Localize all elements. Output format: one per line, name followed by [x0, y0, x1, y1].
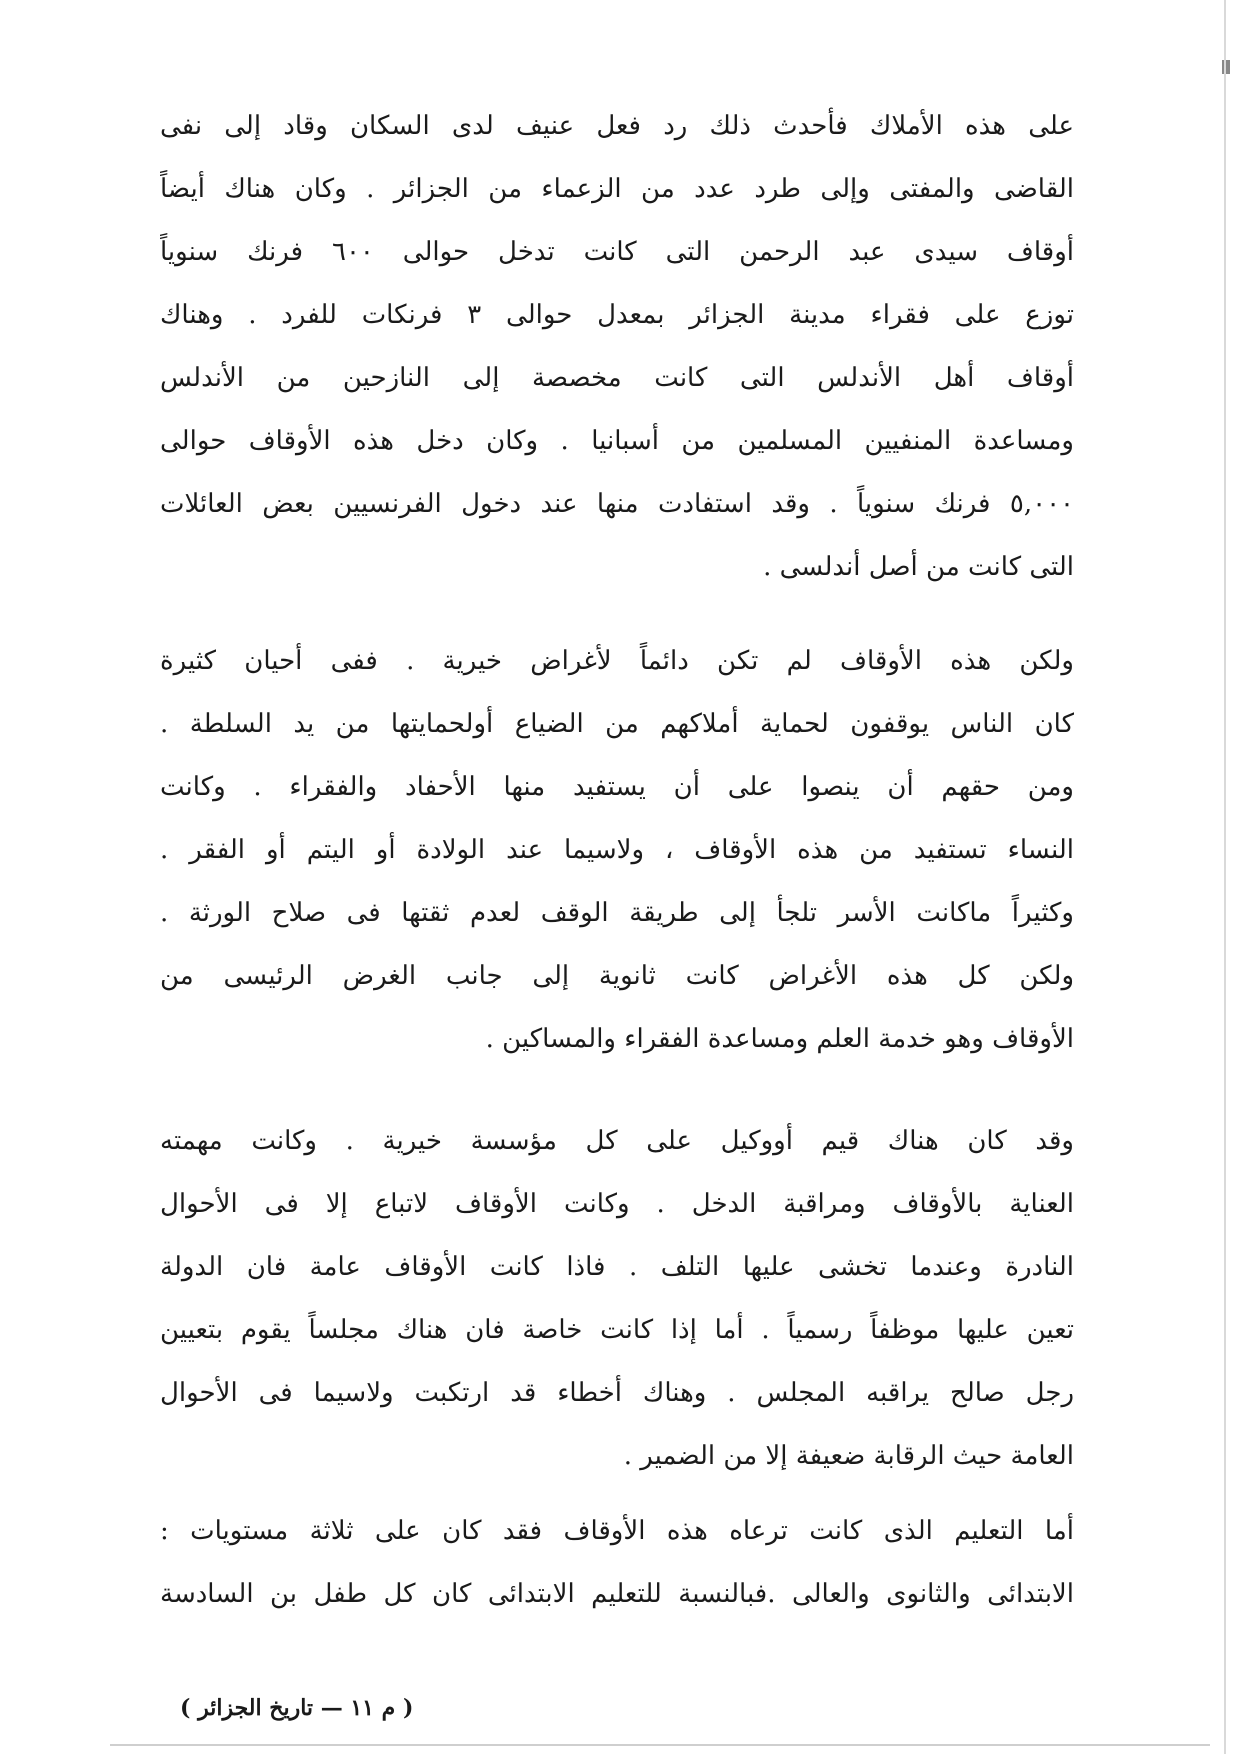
text-line: الأوقاف وهو خدمة العلم ومساعدة الفقراء والمساكين .	[485, 1024, 1074, 1054]
paragraph-1	[160, 95, 1074, 599]
text-line: أوقاف أهل الأندلس التى كانت مخصصة إلى النازحين من الأندلس	[160, 363, 1074, 393]
text-line: أوقاف سيدى عبد الرحمن التى كانت تدخل حوالى ٦٠٠ فرنك سنوياً	[160, 237, 1074, 267]
text-line: ٥,٠٠٠ فرنك سنوياً . وقد استفادت منها عند دخول الفرنسيين بعض العائلات	[160, 489, 1074, 519]
page-footer-signature: ( م ١١ — تاريخ الجزائر )	[180, 1695, 414, 1721]
text-line: العامة حيث الرقابة ضعيفة إلا من الضمير .	[623, 1441, 1074, 1471]
paragraph-2	[160, 630, 1074, 1071]
text-line: ومساعدة المنفيين المسلمين من أسبانيا . وكان دخل هذه الأوقاف حوالى	[160, 426, 1074, 456]
text-line: وقد كان هناك قيم أووكيل على كل مؤسسة خيرية . وكانت مهمته	[160, 1126, 1074, 1156]
text-line: العناية بالأوقاف ومراقبة الدخل . وكانت الأوقاف لاتباع إلا فى الأحوال	[160, 1189, 1074, 1219]
text-line: تعين عليها موظفاً رسمياً . أما إذا كانت خاصة فان هناك مجلساً يقوم بتعيين	[160, 1315, 1074, 1345]
text-line: على هذه الأملاك فأحدث ذلك رد فعل عنيف لدى السكان وقاد إلى نفى	[160, 111, 1074, 141]
text-line: كان الناس يوقفون لحماية أملاكهم من الضياع أولحمايتها من يد السلطة .	[160, 709, 1074, 739]
text-line: التى كانت من أصل أندلسى .	[763, 552, 1074, 582]
text-line: الابتدائى والثانوى والعالى .فبالنسبة للتعليم الابتدائى كان كل طفل بن السادسة	[160, 1579, 1074, 1609]
text-line: القاضى والمفتى وإلى طرد عدد من الزعماء من الجزائر . وكان هناك أيضاً	[160, 174, 1074, 204]
scan-right-edge	[1224, 0, 1226, 1754]
scan-bottom-edge	[110, 1744, 1210, 1746]
paragraph-3	[160, 1110, 1074, 1488]
text-line: أما التعليم الذى كانت ترعاه هذه الأوقاف فقد كان على ثلاثة مستويات :	[160, 1516, 1074, 1546]
text-line: ولكن كل هذه الأغراض كانت ثانوية إلى جانب الغرض الرئيسى من	[160, 961, 1074, 991]
text-line: توزع على فقراء مدينة الجزائر بمعدل حوالى ٣ فرنكات للفرد . وهناك	[160, 300, 1074, 330]
text-line: النساء تستفيد من هذه الأوقاف ، ولاسيما عند الولادة أو اليتم أو الفقر .	[160, 835, 1074, 865]
text-line: النادرة وعندما تخشى عليها التلف . فاذا كانت الأوقاف عامة فان الدولة	[160, 1252, 1074, 1282]
text-line: ومن حقهم أن ينصوا على أن يستفيد منها الأحفاد والفقراء . وكانت	[160, 772, 1074, 802]
text-line: رجل صالح يراقبه المجلس . وهناك أخطاء قد ارتكبت ولاسيما فى الأحوال	[160, 1378, 1074, 1408]
text-line: ولكن هذه الأوقاف لم تكن دائماً لأغراض خيرية . ففى أحيان كثيرة	[160, 646, 1074, 676]
paragraph-4	[160, 1500, 1074, 1626]
text-line: وكثيراً ماكانت الأسر تلجأ إلى طريقة الوقف لعدم ثقتها فى صلاح الورثة .	[160, 898, 1074, 928]
